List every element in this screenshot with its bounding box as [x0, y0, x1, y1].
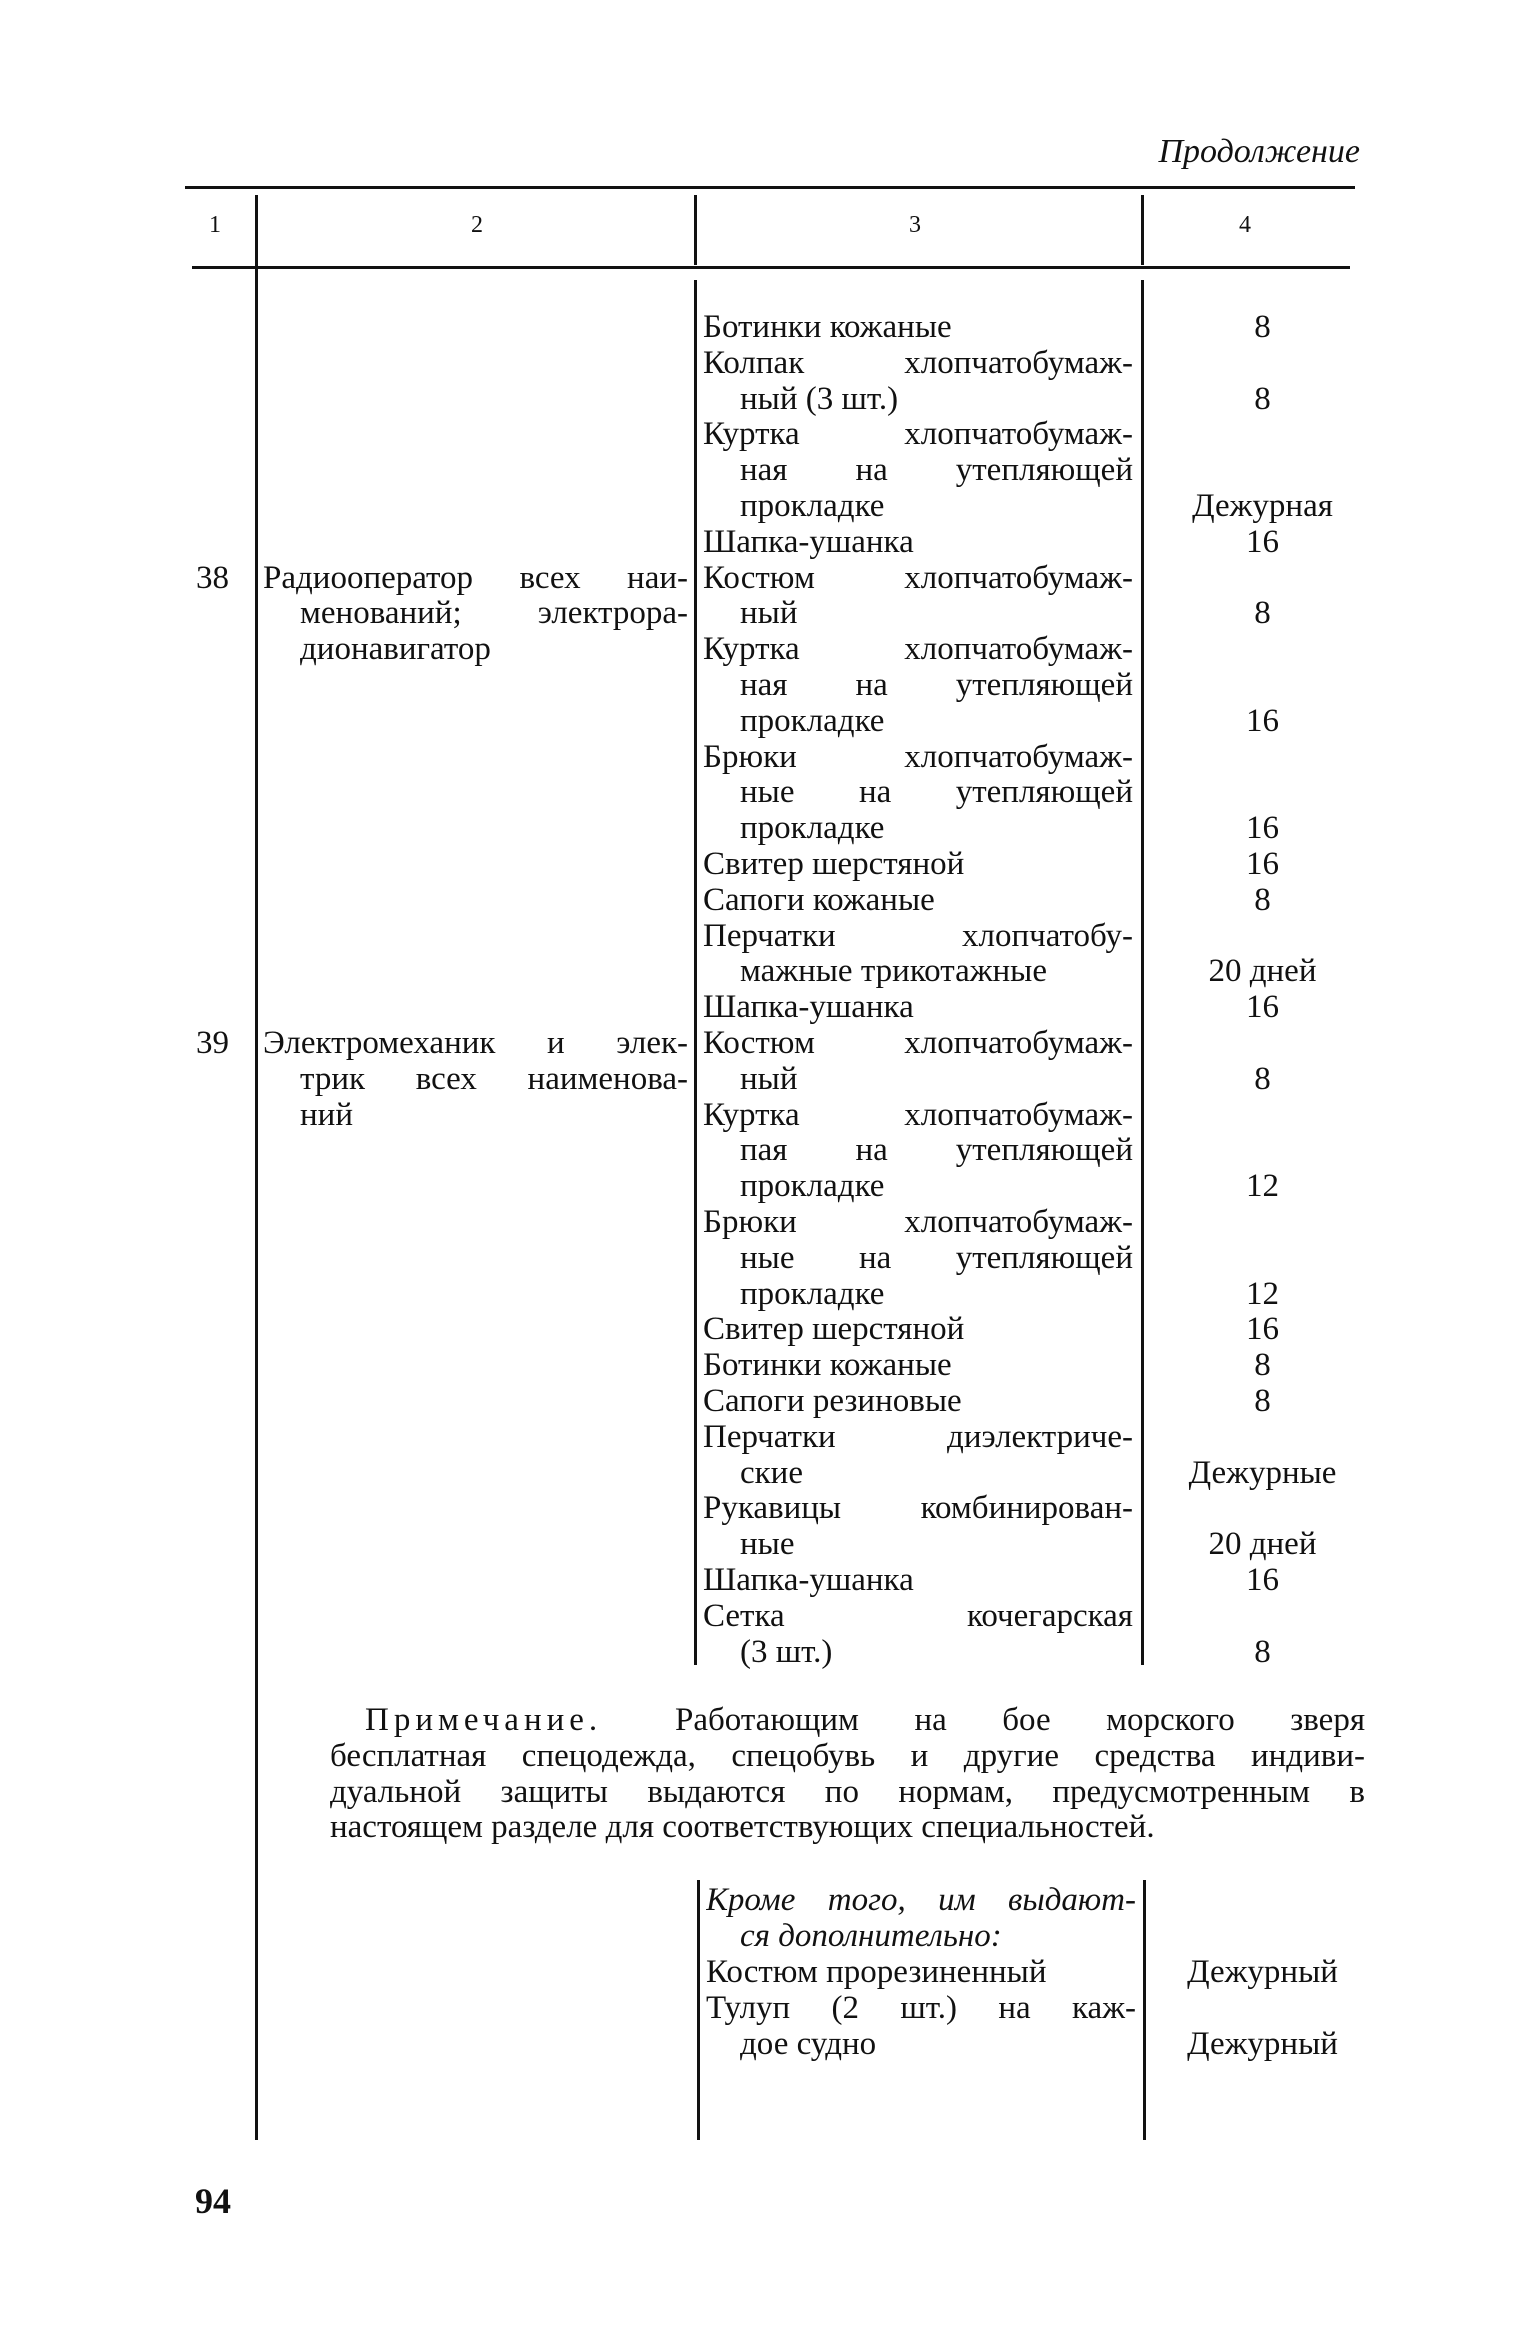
column-divider-3-header: [1141, 195, 1144, 265]
note-line: Работающим на бое морского зверя: [675, 1702, 1365, 1738]
item-line: Костюм хлопчатобумаж-: [703, 559, 1133, 596]
item-line: ный (3 шт.): [740, 380, 899, 417]
item-value: 20 дней: [1208, 1526, 1317, 1563]
item-line: Сетка кочегарская: [703, 1597, 1133, 1634]
item-line: ные на утепляющей: [740, 774, 1133, 811]
item-line: Шапка-ушанка: [703, 1562, 914, 1598]
item-value: 8: [1254, 1347, 1271, 1384]
item-line: Куртка хлопчатобумаж-: [703, 416, 1133, 453]
item-line: Ботинки кожаные: [703, 309, 952, 345]
occupation-line: менований; электрора-: [300, 595, 688, 632]
item-line: Брюки хлопчатобумаж-: [703, 738, 1133, 775]
note-line: дуальной защиты выдаются по нормам, предусмотренным в: [330, 1773, 1365, 1810]
item-line: Свитер шерстяной: [703, 1311, 965, 1348]
occupation-line: трик всех наименова-: [300, 1060, 688, 1097]
item-value: 8: [1254, 595, 1271, 632]
extra-divider-2: [697, 1880, 700, 2140]
item-value: 8: [1254, 1060, 1271, 1097]
item-value: 8: [1254, 881, 1271, 918]
item-line: Перчатки хлопчатобу-: [703, 917, 1133, 954]
item-line: Сапоги кожаные: [703, 881, 935, 918]
item-line: пая на утепляющей: [740, 1132, 1133, 1169]
occupation-line: дионавигатор: [300, 631, 491, 668]
column-divider-3: [1141, 280, 1144, 1665]
extra-item-line: Костюм прорезиненный: [706, 1954, 1047, 1990]
item-value: 8: [1254, 380, 1271, 417]
column-number-1: 1: [209, 212, 221, 238]
item-value: 12: [1246, 1275, 1279, 1312]
item-line: (3 шт.): [740, 1633, 833, 1670]
row-number: 38: [196, 559, 229, 596]
item-line: прокладке: [740, 1275, 885, 1312]
column-number-3: 3: [909, 212, 921, 238]
item-value: 16: [1246, 810, 1279, 847]
column-number-4: 4: [1239, 212, 1251, 238]
extra-heading-line: ся дополнительно:: [740, 1918, 1002, 1954]
item-line: ные: [740, 1526, 795, 1563]
item-line: Ботинки кожаные: [703, 1347, 952, 1384]
item-value: Дежурные: [1188, 1454, 1337, 1491]
item-line: мажные трикотажные: [740, 953, 1047, 990]
item-value: 8: [1254, 309, 1271, 345]
column-divider-1: [255, 195, 258, 2140]
extra-item-line: дое судно: [740, 2026, 877, 2062]
item-line: Рукавицы комбинирован-: [703, 1490, 1133, 1527]
item-line: ная на утепляющей: [740, 667, 1133, 703]
item-value: 16: [1246, 989, 1279, 1026]
extra-item-value: Дежурный: [1187, 2026, 1338, 2062]
row-number: 39: [196, 1025, 229, 1061]
item-line: ные на утепляющей: [740, 1239, 1133, 1276]
item-value: 12: [1246, 1168, 1279, 1205]
note-label: Примечание.: [365, 1702, 603, 1738]
item-line: прокладке: [740, 810, 885, 847]
item-value: 20 дней: [1208, 953, 1317, 990]
item-line: Брюки хлопчатобумаж-: [703, 1204, 1133, 1240]
extra-item-value: Дежурный: [1187, 1954, 1338, 1990]
item-line: ная на утепляющей: [740, 452, 1133, 489]
item-line: Свитер шерстяной: [703, 846, 965, 882]
note-line: бесплатная спецодежда, спецобувь и другие средства индиви-: [330, 1737, 1365, 1774]
item-line: Сапоги резиновые: [703, 1383, 962, 1419]
item-line: ный: [740, 1060, 798, 1097]
item-value: 16: [1246, 523, 1279, 560]
extra-divider-3: [1143, 1880, 1146, 2140]
item-line: ный: [740, 595, 798, 632]
column-divider-2: [694, 280, 697, 1665]
column-number-2: 2: [471, 212, 483, 238]
column-divider-2-header: [694, 195, 697, 265]
table-header-rule: [192, 266, 1350, 269]
extra-heading-line: Кроме того, им выдают-: [706, 1882, 1136, 1918]
table-top-rule: [185, 186, 1355, 189]
item-value: 16: [1246, 1562, 1279, 1598]
item-line: Куртка хлопчатобумаж-: [703, 1096, 1133, 1133]
item-line: прокладке: [740, 1168, 885, 1205]
item-line: Куртка хлопчатобумаж-: [703, 631, 1133, 668]
item-line: Шапка-ушанка: [703, 989, 914, 1026]
item-value: 8: [1254, 1383, 1271, 1419]
extra-item-line: Тулуп (2 шт.) на каж-: [706, 1990, 1136, 2026]
occupation-line: Радиооператор всех наи-: [263, 559, 688, 596]
continuation-label: Продолжение: [1158, 133, 1360, 170]
item-value: 16: [1246, 702, 1279, 739]
item-line: Перчатки диэлектриче-: [703, 1418, 1133, 1455]
item-line: ские: [740, 1454, 803, 1491]
occupation-line: ний: [300, 1096, 353, 1133]
item-line: прокладке: [740, 488, 885, 524]
item-line: Шапка-ушанка: [703, 523, 914, 560]
item-line: Костюм хлопчатобумаж-: [703, 1025, 1133, 1061]
page-number: 94: [195, 2181, 231, 2221]
occupation-line: Электромеханик и элек-: [263, 1025, 688, 1061]
item-value: 16: [1246, 1311, 1279, 1348]
item-value: 16: [1246, 846, 1279, 882]
note-line: настоящем разделе для соответствующих специальностей.: [330, 1809, 1155, 1846]
item-line: прокладке: [740, 702, 885, 739]
item-line: Колпак хлопчатобумаж-: [703, 344, 1133, 381]
item-value: 8: [1254, 1633, 1271, 1670]
item-value: Дежурная: [1192, 488, 1333, 524]
